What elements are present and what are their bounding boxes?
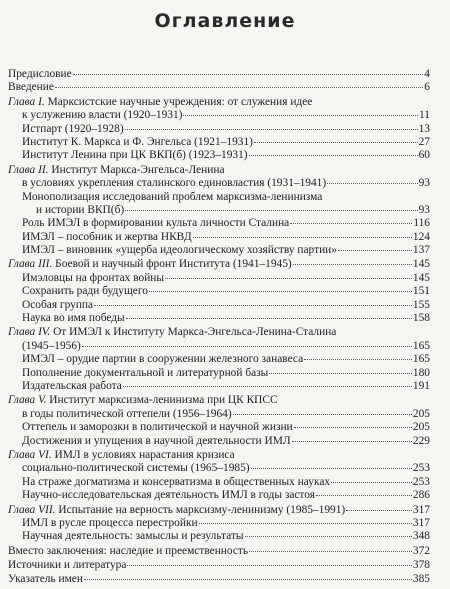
page-number: 13 xyxy=(418,122,430,135)
page-number: 93 xyxy=(418,177,430,190)
toc-entry-title xyxy=(22,408,232,421)
page-title: Оглавление xyxy=(154,10,296,32)
toc-entry-title xyxy=(22,312,125,325)
toc-entry-text: ИМЛ в русле процесса перестройки xyxy=(22,516,198,529)
chapter-number: Глава V. xyxy=(8,394,47,407)
page-number: 11 xyxy=(419,109,430,122)
toc-entry-text: Оттепель и заморозки в политической и научной жизни xyxy=(22,421,293,434)
toc-entry-title xyxy=(8,573,83,586)
toc-entry xyxy=(8,435,430,448)
page-number: 151 xyxy=(412,285,430,298)
toc-entry xyxy=(8,204,430,217)
toc-entry-title xyxy=(22,191,430,204)
dot-leader xyxy=(269,372,412,374)
page-number: 205 xyxy=(412,421,430,434)
toc-entry-text: Институт Маркса-Энгельса-Ленина xyxy=(51,163,225,176)
page-number: 253 xyxy=(412,462,430,475)
toc-entry-text: Марксистские научные учреждения: от служения идее xyxy=(47,95,313,108)
page-number: 124 xyxy=(412,230,430,243)
page-number: 229 xyxy=(412,434,430,447)
dot-leader xyxy=(84,578,412,580)
chapter-number: Глава III. xyxy=(8,258,53,271)
toc-entry-title xyxy=(8,81,54,94)
dot-leader xyxy=(338,249,412,251)
toc-entry-title xyxy=(36,204,124,217)
toc-entry-title xyxy=(8,68,72,81)
toc-entry-title xyxy=(8,164,430,177)
toc-entry-title xyxy=(22,123,124,136)
toc-entry-text: ИМЭЛ – виновник «ущерба идеологическому хозяйству партии» xyxy=(22,244,337,257)
toc-entry-title xyxy=(8,326,430,339)
dot-leader xyxy=(125,209,417,211)
toc-entry-title xyxy=(22,136,253,149)
dot-leader xyxy=(127,564,412,566)
toc-entry xyxy=(8,217,430,230)
page-number: 6 xyxy=(424,81,430,94)
page-number: 180 xyxy=(412,366,430,379)
dot-leader xyxy=(331,481,412,483)
page-number: 378 xyxy=(412,559,430,572)
toc-entry-text: Особая группа xyxy=(22,298,94,311)
toc-entry xyxy=(8,559,430,572)
dot-leader xyxy=(193,236,412,238)
page-number: 286 xyxy=(412,489,430,502)
toc-entry-text: социально-политической системы (1965–1985) xyxy=(22,462,250,475)
page-number: 372 xyxy=(412,544,430,557)
dot-leader xyxy=(199,522,412,524)
dot-leader xyxy=(123,385,412,387)
toc-entry xyxy=(8,489,430,502)
toc-entry-text: Достижения и упущения в научной деятельности ИМЛ xyxy=(22,434,291,447)
dot-leader xyxy=(293,263,412,265)
page-number: 93 xyxy=(418,203,430,216)
toc-entry-text: Введение xyxy=(8,81,54,94)
toc-entry-title xyxy=(22,217,289,230)
chapter-number: Глава IV. xyxy=(8,326,51,339)
toc-entry-text: ИМЭЛ – орудие партии в сооружении железного занавеса xyxy=(22,353,304,366)
dot-leader xyxy=(249,154,418,156)
toc-entry-text: Пополнение документальной и литературной базы xyxy=(22,366,269,379)
page-number: 145 xyxy=(412,258,430,271)
dot-leader xyxy=(346,509,412,511)
toc-entry-title xyxy=(22,380,122,393)
toc-entry-text: Издательская работа xyxy=(22,379,122,392)
toc-entry-text: Боевой и научный фронт Института (1941–1945) xyxy=(55,258,292,271)
dot-leader xyxy=(233,413,412,415)
chapter-number: Глава VII. xyxy=(8,503,56,516)
toc-entry-title xyxy=(22,285,148,298)
toc-entry-text: в годы политической оттепели (1956–1964) xyxy=(22,407,232,420)
page-number: 27 xyxy=(418,135,430,148)
toc-entry xyxy=(8,191,430,204)
toc-entry xyxy=(8,177,430,190)
toc-entry-text: Роль ИМЭЛ в формировании культа личности Сталина xyxy=(22,217,290,230)
toc-entry-title xyxy=(22,517,198,530)
toc-entry xyxy=(8,285,430,298)
toc-entry-title xyxy=(22,462,250,475)
toc-entry-title xyxy=(8,258,292,271)
dot-leader xyxy=(304,358,412,360)
toc-entry xyxy=(8,136,430,149)
toc-entry-text: Источники и литература xyxy=(8,559,127,572)
page-number: 165 xyxy=(412,353,430,366)
dot-leader xyxy=(73,73,424,75)
toc-entry-text: в условиях укрепления сталинского единовластия (1931–1941) xyxy=(22,177,327,190)
dot-leader xyxy=(82,345,412,347)
dot-leader xyxy=(94,304,412,306)
toc-entry-title xyxy=(22,489,315,502)
page-number: 317 xyxy=(412,516,430,529)
toc-entry-text: и истории ВКП(б) xyxy=(36,203,125,216)
toc-entry xyxy=(8,109,430,122)
toc-entry-text: Наука во имя победы xyxy=(22,312,125,325)
toc-entry-text: Предисловие xyxy=(8,68,72,80)
toc-entry-title xyxy=(22,149,248,162)
toc-entry xyxy=(8,545,430,558)
toc-entry-text: Истпарт (1920–1928) xyxy=(22,122,124,135)
toc-entry xyxy=(8,449,430,462)
toc-entry xyxy=(8,272,430,285)
toc-entry-title xyxy=(8,545,248,558)
toc-entry-title xyxy=(22,435,291,448)
toc-entry-text: Монополизация исследований проблем марксизма-ленинизма xyxy=(22,190,323,203)
toc-entry-title xyxy=(22,530,244,543)
dot-leader xyxy=(294,426,412,428)
toc-entry xyxy=(8,367,430,380)
toc-entry xyxy=(8,244,430,257)
page-number: 155 xyxy=(412,298,430,311)
toc-entry xyxy=(8,123,430,136)
page-number: 137 xyxy=(412,244,430,257)
toc-entry xyxy=(8,504,430,517)
page-number: 116 xyxy=(413,217,430,230)
toc-entry xyxy=(8,408,430,421)
toc-entry-title xyxy=(22,244,337,257)
chapter-number: Глава II. xyxy=(8,163,49,176)
dot-leader xyxy=(165,277,412,279)
page-number: 165 xyxy=(412,339,430,352)
toc-entry-text: Научная деятельность: замыслы и результаты xyxy=(22,530,244,543)
dot-leader xyxy=(316,494,412,496)
toc-entry xyxy=(8,530,430,543)
toc-entry-text: Институт Ленина при ЦК ВКП(б) (1923–1931) xyxy=(22,149,248,162)
toc-entry-text: Вместо заключения: наследие и преемственность xyxy=(8,544,249,557)
toc-entry-title xyxy=(8,449,430,462)
page-number: 317 xyxy=(412,503,430,516)
toc-entry-title xyxy=(22,272,164,285)
toc-entry xyxy=(8,462,430,475)
dot-leader xyxy=(327,182,417,184)
toc-entry-title xyxy=(22,353,303,366)
toc-entry-title xyxy=(8,96,430,109)
toc-entry-text: Сохранить ради будущего xyxy=(22,285,148,298)
page-number: 4 xyxy=(424,68,430,80)
chapter-number: Глава VI. xyxy=(8,448,52,461)
toc-entry-title xyxy=(8,559,126,572)
dot-leader xyxy=(290,222,412,224)
dot-leader xyxy=(149,290,412,292)
page-number: 205 xyxy=(412,407,430,420)
toc-entry-title xyxy=(8,394,430,407)
toc-entry xyxy=(8,573,430,586)
toc-entry-title xyxy=(8,504,345,517)
toc-entry xyxy=(8,96,430,109)
toc-entry xyxy=(8,164,430,177)
toc-entry xyxy=(8,380,430,393)
toc-entry xyxy=(8,231,430,244)
toc-entry-text: Институт К. Маркса и Ф. Энгельса (1921–1931) xyxy=(22,135,253,148)
toc-entry xyxy=(8,299,430,312)
toc-entry-text: Научно-исследовательская деятельность ИМЛ в годы застоя xyxy=(22,489,315,502)
toc-entry xyxy=(8,394,430,407)
toc-entry-title xyxy=(22,476,330,489)
toc-entry-text: Институт марксизма-ленинизма при ЦК КПСС xyxy=(49,394,278,407)
toc-entry xyxy=(8,353,430,366)
toc-entry-title xyxy=(22,421,293,434)
dot-leader xyxy=(249,550,412,552)
toc-entry-text: Испытание на верность марксизму-ленинизму (1985–1991) xyxy=(58,503,346,516)
page-number: 253 xyxy=(412,475,430,488)
toc-entry xyxy=(8,149,430,162)
table-of-contents xyxy=(8,68,430,587)
toc-entry-text: Имэловцы на фронтах войны xyxy=(22,271,165,284)
toc-entry xyxy=(8,340,430,353)
page-number: 191 xyxy=(412,379,430,392)
toc-entry xyxy=(8,81,430,94)
dot-leader xyxy=(125,128,418,130)
toc-entry-title xyxy=(22,231,192,244)
toc-entry xyxy=(8,312,430,325)
dot-leader xyxy=(183,114,418,116)
dot-leader xyxy=(254,141,418,143)
toc-entry-title xyxy=(22,109,182,122)
toc-entry xyxy=(8,421,430,434)
toc-entry-text: (1945–1956) xyxy=(22,339,81,352)
toc-entry-text: На страже догматизма и консерватизма в общественных науках xyxy=(22,475,331,488)
toc-entry-title xyxy=(22,299,93,312)
toc-entry xyxy=(8,68,430,81)
toc-entry-text: От ИМЭЛ к Институту Маркса-Энгельса-Ленина-Сталина xyxy=(53,326,337,339)
toc-entry-title xyxy=(22,340,81,353)
page-number: 158 xyxy=(412,312,430,325)
toc-entry-text: ИМЭЛ – пособник и жертва НКВД xyxy=(22,230,192,243)
dot-leader xyxy=(126,317,412,319)
page-number: 348 xyxy=(412,530,430,543)
toc-entry xyxy=(8,326,430,339)
dot-leader xyxy=(292,440,412,442)
page-number: 60 xyxy=(418,149,430,162)
toc-entry-text: к услужению власти (1920–1931) xyxy=(22,109,183,122)
dot-leader xyxy=(55,86,423,88)
page-number: 145 xyxy=(412,271,430,284)
toc-entry-text: Указатель имен xyxy=(8,573,83,586)
chapter-number: Глава I. xyxy=(8,95,45,108)
toc-entry-text: ИМЛ в условиях нарастания кризиса xyxy=(54,448,235,461)
toc-entry xyxy=(8,476,430,489)
page-number: 385 xyxy=(412,573,430,586)
toc-entry-title xyxy=(22,177,326,190)
dot-leader xyxy=(251,467,412,469)
toc-entry xyxy=(8,517,430,530)
toc-entry xyxy=(8,258,430,271)
toc-entry-title xyxy=(22,367,268,380)
dot-leader xyxy=(245,535,412,537)
